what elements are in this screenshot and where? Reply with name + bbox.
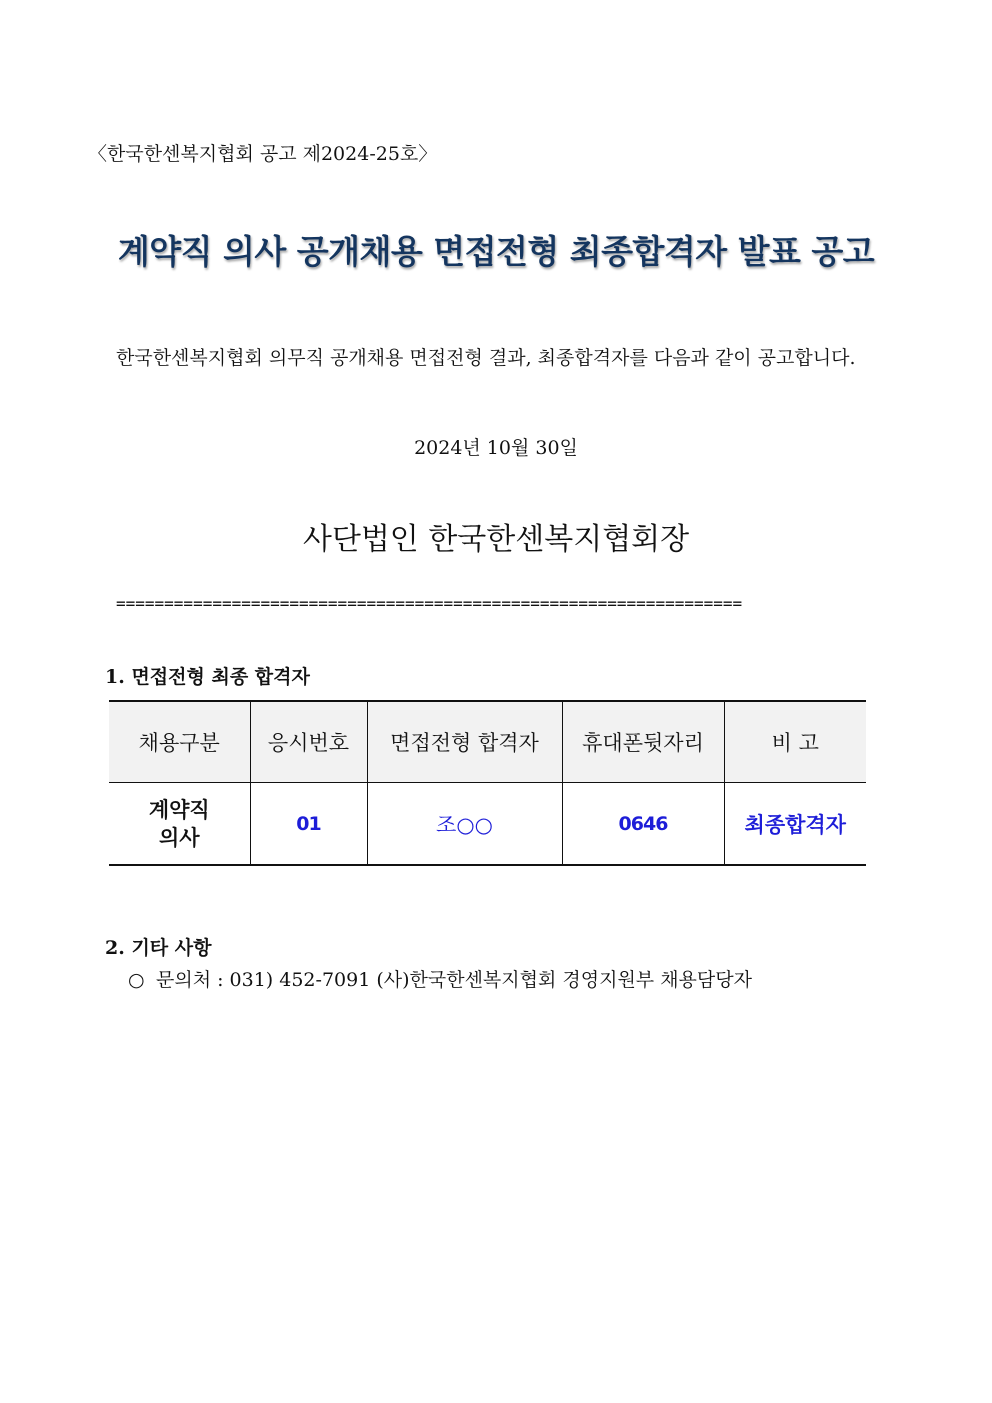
bullet-icon: ○	[128, 969, 145, 991]
contact-info	[128, 965, 752, 992]
cell-phone-digits: 0646	[562, 783, 724, 866]
cell-remark: 최종합격자	[724, 783, 866, 866]
organization-name: 사단법인 한국한센복지협회장	[302, 522, 690, 557]
announcement-date: 2024년 10월 30일	[414, 437, 578, 459]
table-header-row	[109, 701, 866, 783]
cell-applicant: 조○○	[367, 783, 562, 866]
intro-paragraph: 한국한센복지협회 의무직 공개채용 면접전형 결과, 최종합격자를 다음과 같이 공고합니다.	[116, 347, 856, 369]
category-line1: 계약직	[148, 796, 210, 822]
header-phone-digits: 휴대폰뒷자리	[562, 701, 724, 783]
section1-heading: 1. 면접전형 최종 합격자	[105, 666, 310, 688]
cell-category	[109, 783, 250, 866]
results-table	[109, 700, 866, 866]
header-applicant: 면접전형 합격자	[367, 701, 562, 783]
header-remark: 비 고	[724, 701, 866, 783]
contact-text: 문의처 : 031) 452-7091 (사)한국한센복지협회 경영지원부 채용담당자	[156, 969, 752, 991]
section2-heading: 2. 기타 사항	[105, 937, 212, 959]
page-title: 계약직 의사 공개채용 면접전형 최종합격자 발표 공고	[117, 232, 875, 271]
table-row	[109, 783, 866, 866]
notice-number: 〈한국한센복지협회 공고 제2024-25호〉	[88, 143, 438, 165]
divider-line: =================================================================	[116, 594, 743, 613]
header-exam-number: 응시번호	[250, 701, 367, 783]
header-category: 채용구분	[109, 701, 250, 783]
cell-exam-number: 01	[250, 783, 367, 866]
category-line2: 의사	[158, 824, 200, 850]
